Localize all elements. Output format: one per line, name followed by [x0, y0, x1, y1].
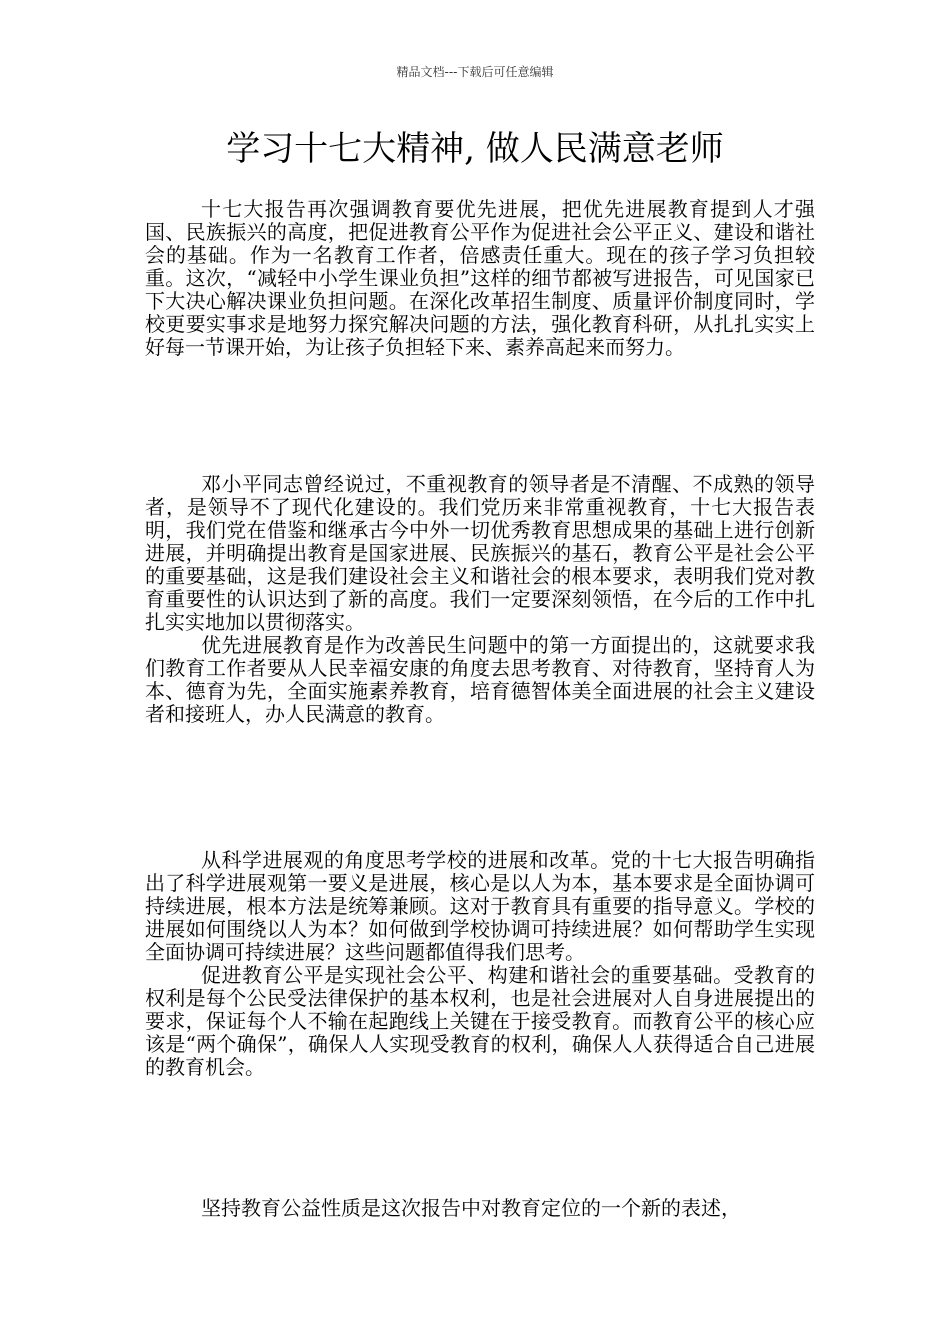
header-note: 精品文档---下载后可任意编辑 — [396, 65, 554, 79]
text-block-3 — [145, 849, 815, 1079]
paragraph: 坚持教育公益性质是这次报告中对教育定位的一个新的表述， — [201, 1196, 741, 1220]
paragraph: 促进教育公平是实现社会公平、构建和谐社会的重要基础。受教育的权利是每个公民受法律保护的基本权利，也是社会进展对人自身进展提出的要求，保证每个人不输在起跑线上关键在于接受教育。而教育公平的核心应该是“两个确保”，确保人人实现受教育的权利，确保人人获得适合自己进展的教育机会。 — [145, 963, 815, 1079]
text-block-1 — [145, 198, 815, 359]
text-block-2 — [145, 473, 815, 726]
paragraph: 十七大报告再次强调教育要优先进展，把优先进展教育提到人才强国、民族振兴的高度，把促进教育公平作为促进社会公平正义、建设和谐社会的基础。作为一名教育工作者，倍感责任重大。现在的孩子学习负担较重。这次，“减轻中小学生课业负担”这样的细节都被写进报告，可见国家已下大决心解决课业负担问题。在深化改革招生制度、质量评价制度同时，学校更要实事求是地努力探究解决问题的方法，强化教育科研，从扎扎实实上好每一节课开始，为让孩子负担轻下来、素养高起来而努力。 — [145, 197, 815, 359]
document-title: 学习十七大精神, 做人民满意老师 — [226, 129, 724, 169]
text-block-4 — [145, 1197, 815, 1220]
paragraph: 从科学进展观的角度思考学校的进展和改革。党的十七大报告明确指出了科学进展观第一要义是进展，核心是以人为本，基本要求是全面协调可持续进展，根本方法是统筹兼顾。这对于教育具有重要的指导意义。学校的进展如何围绕以人为本？如何做到学校协调可持续进展？如何帮助学生实现全面协调可持续进展？这些问题都值得我们思考。 — [145, 848, 815, 964]
paragraph: 优先进展教育是作为改善民生问题中的第一方面提出的，这就要求我们教育工作者要从人民幸福安康的角度去思考教育、对待教育，坚持育人为本、德育为先，全面实施素养教育，培育德智体美全面进展的社会主义建设者和接班人，办人民满意的教育。 — [145, 633, 815, 726]
paragraph: 邓小平同志曾经说过，不重视教育的领导者是不清醒、不成熟的领导者，是领导不了现代化建设的。我们党历来非常重视教育，十七大报告表明，我们党在借鉴和继承古今中外一切优秀教育思想成果的基础上进行创新进展，并明确提出教育是国家进展、民族振兴的基石，教育公平是社会公平的重要基础，这是我们建设社会主义和谐社会的根本要求，表明我们党对教育重要性的认识达到了新的高度。我们一定要深刻领悟，在今后的工作中扎扎实实地加以贯彻落实。 — [145, 472, 815, 634]
